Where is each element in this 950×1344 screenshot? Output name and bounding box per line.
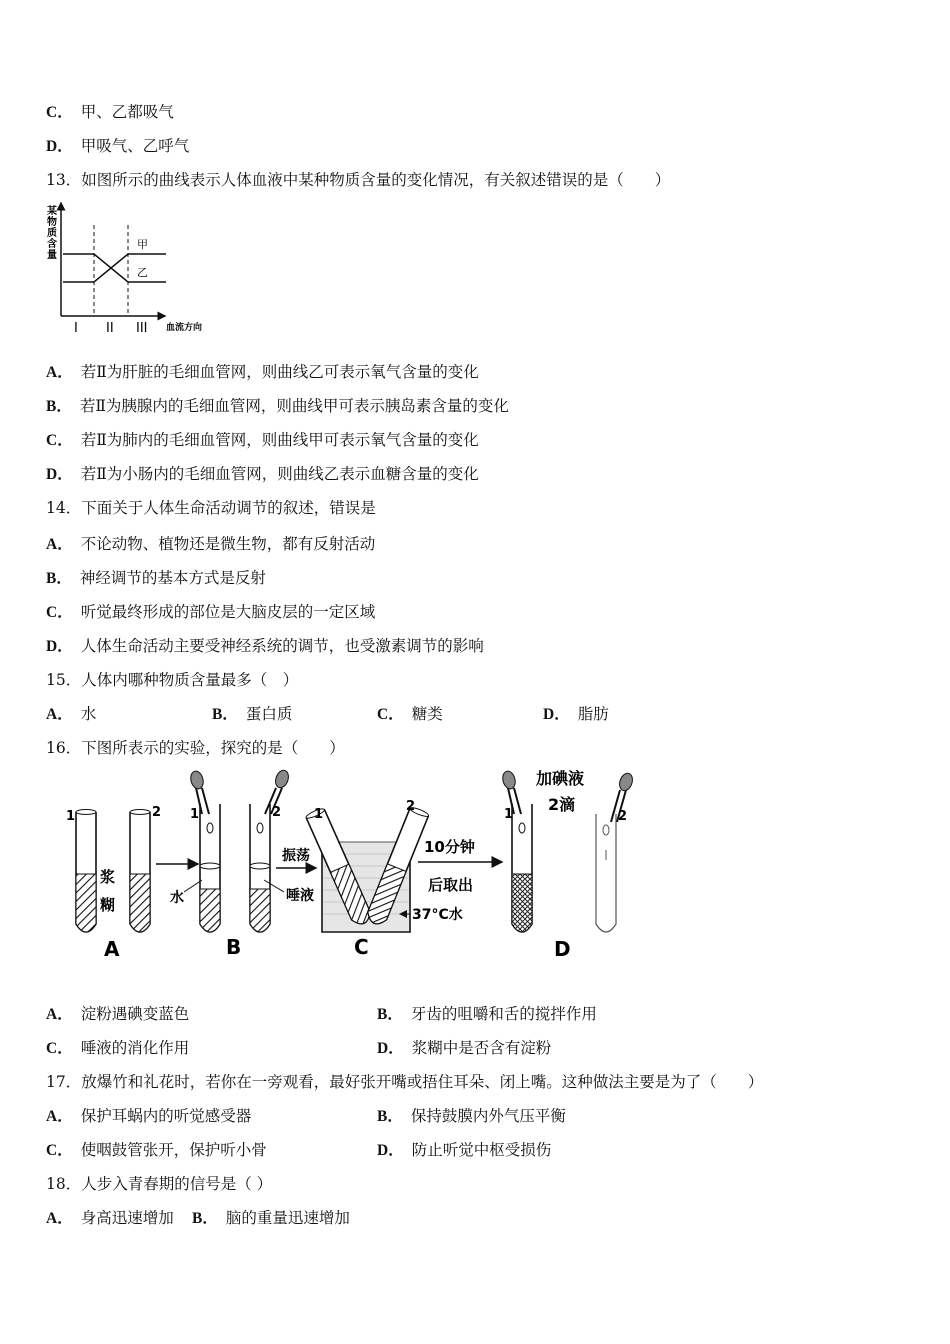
stage-b-tubes — [189, 768, 291, 932]
q14-option-c: C． 听觉最终形成的部位是大脑皮层的一定区域 — [46, 603, 376, 621]
q16-option-d: D． 浆糊中是否含有淀粉 — [377, 1039, 552, 1057]
fig-stage-d: D — [554, 937, 571, 961]
chart-region-2: II — [106, 321, 114, 336]
stage-c-beaker — [305, 806, 429, 932]
chart-curve-yi — [63, 254, 166, 282]
fig-saliva-label: 唾液 — [286, 888, 314, 904]
q12-option-c: C． 甲、乙都吸气 — [46, 103, 174, 121]
q13-chart — [44, 200, 219, 340]
fig-tube2-label: 2 — [152, 805, 162, 820]
svg-text:2: 2 — [406, 799, 416, 814]
q18-option-b: B． 脑的重量迅速增加 — [192, 1209, 350, 1227]
q14-option-b: B． 神经调节的基本方式是反射 — [46, 569, 266, 587]
fig-shake-label: 振荡 — [282, 848, 310, 864]
q15-option-a: A． 水 — [46, 705, 97, 723]
q14-option-a: A． 不论动物、植物还是微生物，都有反射活动 — [46, 535, 376, 553]
fig-paste-2: 糊 — [100, 896, 116, 914]
fig-tube1-label: 1 — [66, 809, 76, 824]
chart-ylabel-char: 质 — [47, 228, 57, 239]
svg-text:2: 2 — [618, 809, 628, 824]
q15-stem: 15．人体内哪种物质含量最多（ ） — [46, 671, 299, 689]
q17-stem: 17．放爆竹和礼花时，若你在一旁观看，最好张开嘴或捂住耳朵、闭上嘴。这种做法主要是为了（ ） — [46, 1073, 764, 1091]
svg-text:1: 1 — [504, 807, 514, 822]
svg-text:1: 1 — [190, 807, 200, 822]
fig-takeout-label: 后取出 — [428, 876, 474, 894]
q14-stem: 14．下面关于人体生命活动调节的叙述，错误是 — [46, 499, 376, 517]
svg-text:2: 2 — [272, 805, 282, 820]
q18-option-a: A． 身高迅速增加 — [46, 1209, 174, 1227]
q16-stem: 16．下图所表示的实验，探究的是（ ） — [46, 739, 345, 757]
fig-water-label: 水 — [170, 890, 184, 906]
chart-series-yi: 乙 — [137, 266, 148, 279]
q12-option-d: D． 甲吸气、乙呼气 — [46, 137, 190, 155]
fig-stage-b: B — [226, 935, 242, 959]
q13-option-c: C． 若Ⅱ为肺内的毛细血管网，则曲线甲可表示氧气含量的变化 — [46, 431, 479, 449]
q16-experiment-figure — [60, 764, 650, 964]
q16-option-a: A． 淀粉遇碘变蓝色 — [46, 1005, 190, 1023]
fig-stage-c: C — [354, 935, 369, 959]
chart-region-1: I — [74, 321, 78, 336]
q14-option-d: D． 人体生命活动主要受神经系统的调节，也受激素调节的影响 — [46, 637, 484, 655]
chart-series-jia: 甲 — [137, 238, 148, 251]
q13-option-a: A． 若Ⅱ为肝脏的毛细血管网，则曲线乙可表示氧气含量的变化 — [46, 363, 479, 381]
fig-iodine-label: 加碘液 — [536, 769, 585, 788]
q15-option-d: D． 脂肪 — [543, 705, 609, 723]
q17-option-a: A． 保护耳蜗内的听觉感受器 — [46, 1107, 252, 1125]
q15-option-b: B． 蛋白质 — [212, 705, 293, 723]
q13-option-b: B． 若Ⅱ为胰腺内的毛细血管网，则曲线甲可表示胰岛素含量的变化 — [46, 397, 509, 415]
fig-time-label: 10分钟 — [424, 838, 475, 856]
q17-option-d: D． 防止听觉中枢受损伤 — [377, 1141, 552, 1159]
chart-ylabel-char: 量 — [47, 250, 57, 261]
chart-ylabel-char: 含 — [47, 239, 57, 250]
q13-option-d: D． 若Ⅱ为小肠内的毛细血管网，则曲线乙表示血糖含量的变化 — [46, 465, 479, 483]
q15-option-c: C． 糖类 — [377, 705, 443, 723]
chart-region-3: III — [136, 321, 148, 336]
fig-bath-label: 37°C水 — [412, 907, 463, 923]
chart-ylabel-char: 物 — [47, 217, 57, 228]
chart-curve-jia — [63, 254, 166, 282]
q17-option-b: B． 保持鼓膜内外气压平衡 — [377, 1107, 566, 1125]
chart-xlabel: 血流方向 — [166, 323, 203, 333]
svg-text:1: 1 — [314, 807, 324, 822]
fig-stage-a: A — [104, 937, 120, 961]
fig-drops-label: 2滴 — [548, 795, 576, 814]
q18-stem: 18．人步入青春期的信号是（ ） — [46, 1175, 273, 1193]
q17-option-c: C． 使咽鼓管张开，保护听小骨 — [46, 1141, 267, 1159]
chart-ylabel-char: 某 — [47, 206, 57, 217]
q13-stem: 13．如图所示的曲线表示人体血液中某种物质含量的变化情况，有关叙述错误的是（ ） — [46, 171, 671, 189]
fig-paste-1: 浆 — [100, 868, 116, 886]
q16-option-c: C． 唾液的消化作用 — [46, 1039, 190, 1057]
q16-option-b: B． 牙齿的咀嚼和舌的搅拌作用 — [377, 1005, 597, 1023]
